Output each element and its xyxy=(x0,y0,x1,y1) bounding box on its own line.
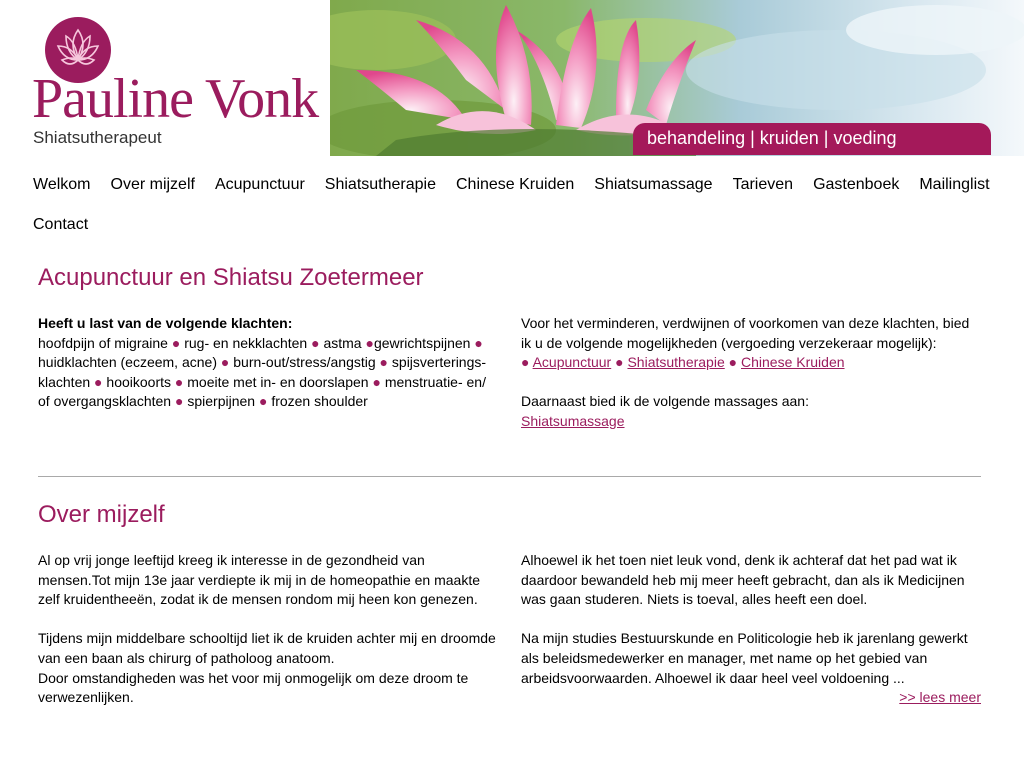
treatments-intro: Voor het verminderen, verdwijnen of voorkomen van deze klachten, bied ik u de volgende mogelijkheden (vergoeding verzekeraar mogelijk): xyxy=(521,315,970,351)
bullet-icon: ● xyxy=(174,373,184,390)
complaints-column xyxy=(38,314,498,432)
bullet-icon: ● xyxy=(311,334,320,351)
nav-over-mijzelf[interactable]: Over mijzelf xyxy=(110,176,195,193)
link-shiatsumassage[interactable]: Shiatsumassage xyxy=(521,412,625,429)
nav-chinese-kruiden[interactable]: Chinese Kruiden xyxy=(455,176,575,193)
tagline-bar: behandeling | kruiden | voeding xyxy=(633,123,991,155)
treatments-column xyxy=(521,314,981,432)
nav-gastenboek[interactable]: Gastenboek xyxy=(813,176,900,193)
complaint-item: spierpijnen xyxy=(187,393,256,410)
bullet-icon: ● xyxy=(94,373,103,390)
bullet-icon: ● xyxy=(379,354,389,371)
bullet-icon: ● xyxy=(220,354,230,371)
about-paragraph: Na mijn studies Bestuurskunde en Politicologie heb ik jarenlang gewerkt als beleidsmedewerker en manager, met name op het gebied van arbeidsvoorwaarden. Alhoewel ik daar heel veel voldoening ... xyxy=(521,630,968,686)
main-navigation xyxy=(33,170,1013,240)
treatment-links xyxy=(521,353,981,373)
complaint-item: spijsverterings-klachten xyxy=(38,354,487,390)
about-paragraph: Door omstandigheden was het voor mij onmogelijk om deze droom te verwezenlijken. xyxy=(38,669,469,706)
bullet-icon: ● xyxy=(474,334,483,351)
complaint-item: menstruatie- en/ of overgangsklachten xyxy=(38,373,486,410)
about-left-column xyxy=(38,551,498,708)
complaint-item: gewrichtspijnen xyxy=(373,334,471,351)
logo-subtitle: Shiatsutherapeut xyxy=(33,128,162,147)
massage-intro: Daarnaast bied ik de volgende massages aan: xyxy=(521,393,809,410)
bullet-icon: ● xyxy=(174,393,184,410)
complaint-item: huidklachten (eczeem, acne) xyxy=(38,354,217,371)
read-more-link[interactable]: >> lees meer xyxy=(899,689,981,706)
link-shiatsutherapie[interactable]: Shiatsutherapie xyxy=(627,354,725,371)
bullet-icon: ● xyxy=(615,354,624,371)
about-paragraph: Al op vrij jonge leeftijd kreeg ik interesse in de gezondheid van mensen.Tot mijn 13e jaar verdiepte ik mij in de homeopathie en maakte zelf kruidentheeën, zodat ik de mensen rondom mij heen kon genezen. xyxy=(38,552,481,608)
about-paragraph: Tijdens mijn middelbare schooltijd liet ik de kruiden achter mij en droomde van een baan als chirurg of patholoog anatoom. xyxy=(38,630,496,666)
nav-mailinglist[interactable]: Mailinglist xyxy=(919,176,990,193)
section-acupunctuur xyxy=(38,264,981,432)
about-right-column xyxy=(521,551,981,708)
header xyxy=(0,0,1024,158)
section-title: Over mijzelf xyxy=(38,501,165,528)
link-acupunctuur[interactable]: Acupunctuur xyxy=(532,354,612,371)
logo[interactable] xyxy=(0,0,330,158)
nav-shiatsutherapie[interactable]: Shiatsutherapie xyxy=(324,176,436,193)
nav-contact[interactable]: Contact xyxy=(33,216,89,233)
complaint-item: frozen shoulder xyxy=(271,393,368,410)
section-title: Acupunctuur en Shiatsu Zoetermeer xyxy=(38,264,424,291)
bullet-icon: ● xyxy=(258,393,268,410)
nav-shiatsumassage[interactable]: Shiatsumassage xyxy=(594,176,713,193)
complaint-item: rug- en nekklachten xyxy=(184,334,308,351)
complaints-list xyxy=(38,334,498,412)
complaint-item: astma xyxy=(323,334,362,351)
nav-welkom[interactable]: Welkom xyxy=(33,176,91,193)
bullet-icon: ● xyxy=(171,334,181,351)
bullet-icon: ● xyxy=(372,373,381,390)
bullet-icon: ● xyxy=(521,354,530,371)
nav-acupunctuur[interactable]: Acupunctuur xyxy=(214,176,305,193)
link-chinese-kruiden[interactable]: Chinese Kruiden xyxy=(741,354,845,371)
complaint-item: hoofdpijn of migraine xyxy=(38,334,168,351)
about-paragraph: Alhoewel ik het toen niet leuk vond, denk ik achteraf dat het pad wat ik daardoor bewandeld heb mij meer heeft gebracht, dan als ik Medicijnen was gaan studeren. Niets is toeval, alles heeft een doel. xyxy=(521,552,965,608)
complaint-item: moeite met in- en doorslapen xyxy=(187,373,369,390)
section-divider xyxy=(38,476,981,477)
complaints-heading: Heeft u last van de volgende klachten: xyxy=(38,315,293,331)
nav-tarieven[interactable]: Tarieven xyxy=(732,176,794,193)
complaint-item: hooikoorts xyxy=(106,373,171,390)
bullet-icon: ● xyxy=(728,354,738,371)
section-over-mijzelf xyxy=(38,501,981,708)
complaint-item: burn-out/stress/angstig xyxy=(233,354,376,371)
bullet-icon: ● xyxy=(365,334,374,351)
logo-name: Pauline Vonk xyxy=(32,68,319,130)
